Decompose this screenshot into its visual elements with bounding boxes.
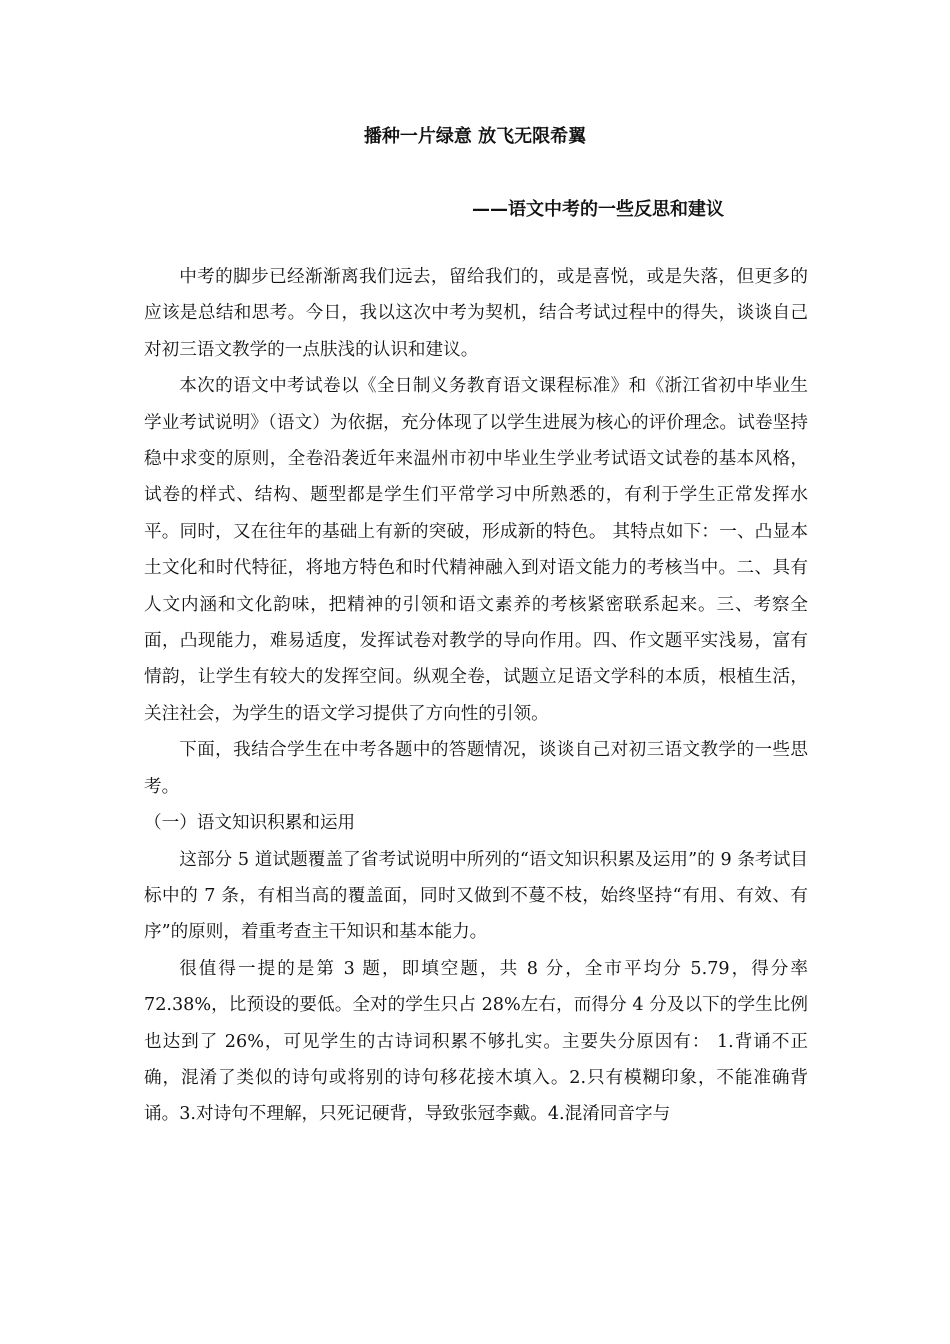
document-title: 播种一片绿意 放飞无限希翼 — [363, 126, 587, 147]
document-body — [144, 259, 808, 1133]
paragraph-exam-features: 本次的语文中考试卷以《全日制义务教育语文课程标准》和《浙江省初中毕业生学业考试说明》（语文）为依据，充分体现了以学生进展为核心的评价理念。试卷坚持稳中求变的原则，全卷沿袭近年来温州市初中毕业生学业考试语文试卷的基本风格，试卷的样式、结构、题型都是学生们平常学习中所熟悉的，有利于学生正常发挥水平。同时，又在往年的基础上有新的突破，形成新的特色。 其特点如下：一、凸显本土文化和时代特征，将地方特色和时代精神融入到对语文能力的考核当中。二、具有人文内涵和文化韵味，把精神的引领和语文素养的考核紧密联系起来。三、考察全面，凸现能力，难易适度，发挥试卷对教学的导向作用。四、作文题平实浅易，富有情韵，让学生有较大的发挥空间。纵观全卷，试题立足语文学科的本质，根植生活，关注社会，为学生的语文学习提供了方向性的引领。 — [144, 376, 808, 724]
section-heading: （一）语文知识积累和运用 — [144, 813, 356, 834]
paragraph-knowledge: 这部分 5 道试题覆盖了省考试说明中所列的“语文知识积累及运用”的 9 条考试目标中的 7 条，有相当高的覆盖面，同时又做到不蔓不枝，始终坚持“有用、有效、有序”的原则，着重考查主干知识和基本能力。 — [144, 849, 808, 943]
paragraph-question-3: 很值得一提的是第 3 题，即填空题，共 8 分，全市平均分 5.79，得分率 72.38%，比预设的要低。全对的学生只占 28%左右，而得分 4 分及以下的学生比例也达到了 26%，可见学生的古诗词积累不够扎实。主要失分原因有： 1.背诵不正确，混淆了类似的诗句或将别的诗句移花接木填入。2.只有模糊印象，不能准确背诵。3.对诗句不理解，只死记硬背，导致张冠李戴。4.混淆同音字与 — [144, 958, 808, 1125]
paragraph-intro: 中考的脚步已经渐渐离我们远去，留给我们的，或是喜悦，或是失落，但更多的应该是总结和思考。今日，我以这次中考为契机，结合考试过程中的得失，谈谈自己对初三语文教学的一点肤浅的认识和建议。 — [144, 267, 808, 360]
document-subtitle: ——语文中考的一些反思和建议 — [472, 199, 724, 220]
paragraph-transition: 下面，我结合学生在中考各题中的答题情况，谈谈自己对初三语文教学的一些思考。 — [144, 740, 808, 797]
